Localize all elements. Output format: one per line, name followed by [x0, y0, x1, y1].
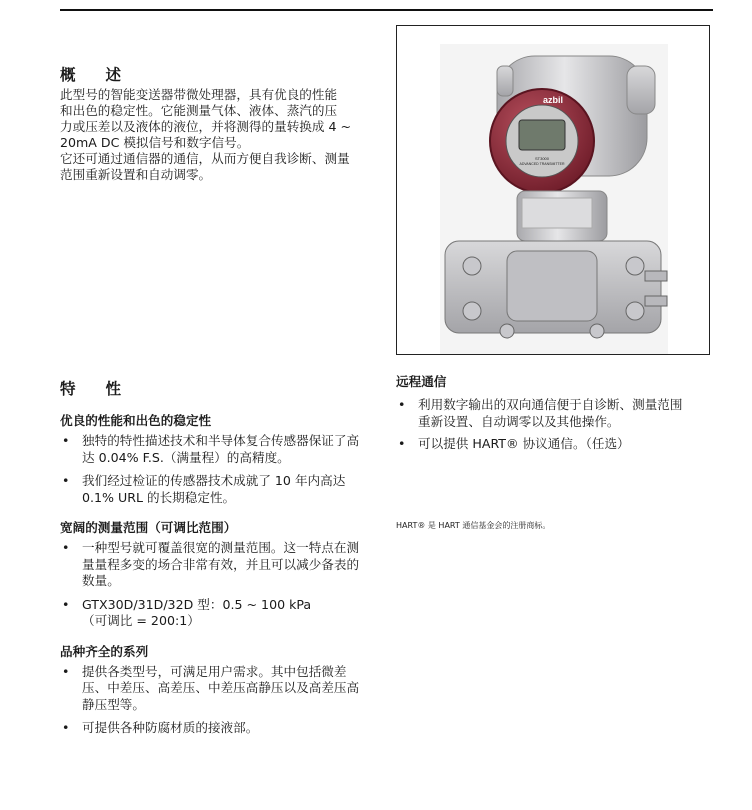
overview-heading-char1: 概	[60, 66, 76, 84]
center-body	[507, 251, 597, 321]
list-item-line: 可提供各种防腐材质的接液部。	[82, 720, 259, 735]
remote-section	[396, 374, 716, 453]
transmitter-illustration	[397, 26, 709, 354]
list-item	[396, 436, 716, 453]
bolt	[500, 324, 514, 338]
list-item-line: 独特的特性描述技术和半导体复合传感器保证了高	[82, 433, 360, 448]
section-title-series: 品种齐全的系列	[60, 643, 149, 659]
list-item-line: 一种型号就可覆盖很宽的测量范围。这一特点在测	[82, 540, 360, 555]
list-item-line: 提供各类型号，可满足用户需求。其中包括微差	[82, 663, 347, 679]
list-item-line: 静压型等。	[82, 696, 145, 712]
list-item-line: 压、中差压、高差压、中差压高静压以及高差压高	[82, 680, 360, 695]
section-title-remote: 远程通信	[396, 374, 447, 389]
list-item	[60, 473, 380, 506]
bolt	[463, 257, 481, 275]
list-item-line: 我们经过检证的传感器技术成就了 10 年内高达	[82, 473, 346, 488]
list-item	[60, 597, 380, 630]
product-photo-frame	[396, 25, 710, 355]
features-section	[60, 377, 380, 737]
bolt	[590, 324, 604, 338]
overview-heading	[60, 63, 380, 85]
list-item-line: 利用数字输出的双向通信便于自诊断、测量范围	[418, 397, 683, 412]
bolt	[463, 302, 481, 320]
footnote: HART® 是 HART 通信基金会的注册商标。	[396, 521, 551, 530]
overview-line: 和出色的稳定性。它能测量气体、液体、蒸汽的压	[60, 103, 338, 118]
overview-line: 20mA DC 模拟信号和数字信号。	[60, 135, 250, 150]
list-item-line: 达 0.04% F.S.（满量程）的高精度。	[82, 449, 290, 465]
bolt	[626, 302, 644, 320]
features-heading	[60, 377, 380, 399]
vent-plug	[645, 296, 667, 306]
top-rule	[60, 9, 713, 11]
overview-line: 范围重新设置和自动调零。	[60, 167, 212, 182]
list-item-line: 量量程多变的场合非常有效，并且可以减少备表的	[82, 556, 360, 572]
performance-list	[60, 433, 380, 506]
features-heading-char2: 性	[105, 380, 122, 398]
overview-heading-char2: 述	[105, 66, 122, 84]
features-heading-char1: 特	[60, 380, 76, 398]
lcd-screen	[519, 120, 565, 150]
display-caption-2: ADVANCED TRANSMITTER	[519, 162, 565, 166]
overview-paragraph	[60, 87, 380, 183]
overview-line: 它还可通过通信器的通信，从而方便自我诊断、测量	[60, 151, 350, 166]
list-item-line: 重新设置、自动调零以及其他操作。	[418, 413, 620, 429]
brand-logo: azbil	[542, 95, 564, 105]
range-list	[60, 540, 380, 630]
list-item-line: 可以提供 HART® 协议通信。（任选）	[418, 436, 630, 451]
list-item-line: GTX30D/31D/32D 型：0.5 ~ 100 kPa	[82, 596, 312, 612]
nameplate	[522, 198, 592, 228]
bolt	[626, 257, 644, 275]
list-item-line: （可调比 = 200:1）	[82, 613, 200, 628]
display-caption-1: ST3000	[534, 156, 550, 161]
housing-side	[497, 66, 513, 96]
vent-plug	[645, 271, 667, 281]
list-item	[60, 540, 380, 590]
list-item-line: 数量。	[82, 573, 120, 588]
overview-section	[60, 63, 380, 183]
overview-line: 力或压差以及液体的液位，并将测得的量转换成 4 ~	[60, 119, 352, 134]
list-item	[60, 720, 380, 737]
remote-list	[396, 397, 716, 453]
list-item	[60, 664, 380, 714]
list-item	[60, 433, 380, 466]
conduit-port	[627, 66, 655, 114]
overview-line: 此型号的智能变送器带微处理器，具有优良的性能	[60, 87, 338, 102]
series-list	[60, 664, 380, 737]
section-title-range: 宽阔的测量范围（可调比范围）	[60, 520, 237, 535]
section-title-performance: 优良的性能和出色的稳定性	[60, 413, 212, 428]
list-item	[396, 397, 716, 430]
list-item-line: 0.1% URL 的长期稳定性。	[82, 489, 236, 505]
